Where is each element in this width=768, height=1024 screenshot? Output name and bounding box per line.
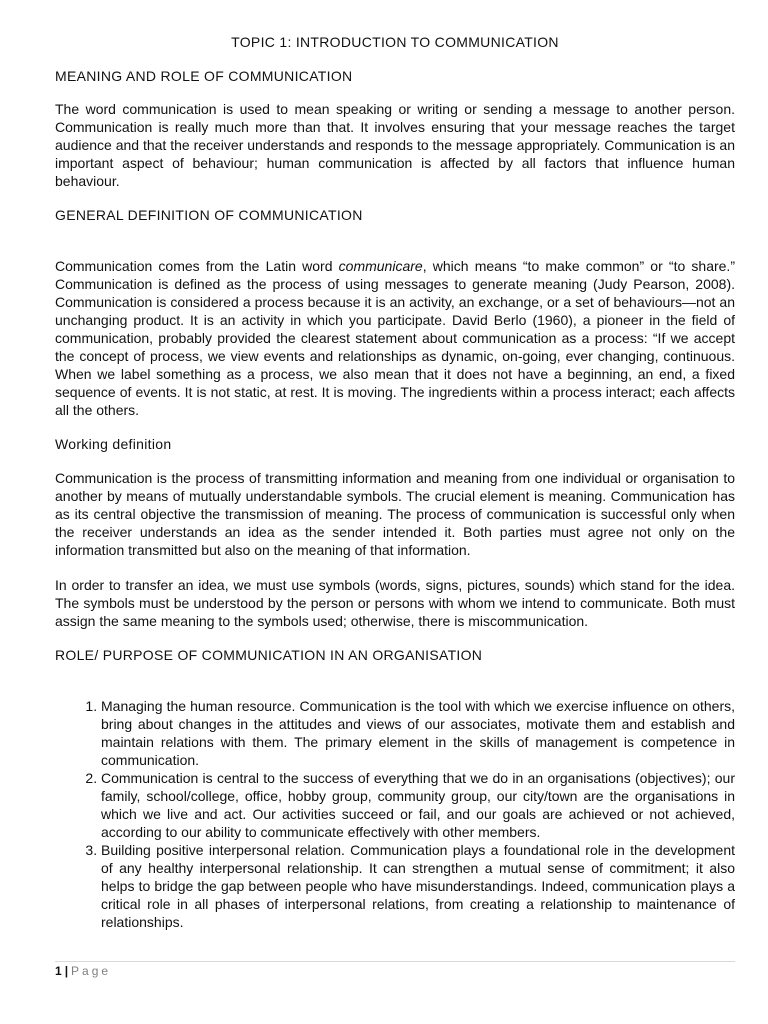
section-heading-meaning: MEANING AND ROLE OF COMMUNICATION	[55, 68, 353, 84]
page-footer	[55, 961, 735, 978]
page-label: Page	[71, 964, 112, 978]
latin-intro-text: Communication comes from the Latin word	[55, 258, 339, 274]
paragraph-general-definition	[55, 257, 735, 419]
role-purpose-list	[55, 697, 735, 931]
section-heading-role-purpose: ROLE/ PURPOSE OF COMMUNICATION IN AN ORGANISATION	[55, 647, 483, 663]
paragraph-working-definition-1: Communication is the process of transmitting information and meaning from one individual or organisation to another by means of mutually understandable symbols. The crucial element is meaning. Communication has as its central objective the transmission of meaning. The process of communication is successful only when the receiver understands an idea as the sender intended it. Both parties must agree not only on the information transmitted but also on the meaning of that information.	[55, 470, 735, 558]
paragraph-working-definition-2: In order to transfer an idea, we must use symbols (words, signs, pictures, sounds) which stand for the idea. The symbols must be understood by the person or persons with whom we intend to communicate. Both must assign the same meaning to the symbols used; otherwise, there is miscommunication.	[55, 577, 735, 629]
paragraph-meaning: The word communication is used to mean speaking or writing or sending a message to another person. Communication is really much more than that. It involves ensuring that your message reaches the target audience and that the receiver understands and responds to the message appropriately. Communication is an important aspect of behaviour; human communication is affected by all factors that influence human behaviour.	[55, 101, 735, 189]
latin-word: communicare	[338, 258, 423, 274]
document-title: TOPIC 1: INTRODUCTION TO COMMUNICATION	[231, 34, 559, 50]
page-separator: |	[64, 964, 69, 978]
list-item: 3. Building positive interpersonal relation. Communication plays a foundational role in the development of any healthy interpersonal relationship. It can strengthen a mutual sense of commitment; it also helps to bridge the gap between people who have misunderstandings. Indeed, communication plays a critical role in all phases of interpersonal relations, from creating a relationship to maintenance of relationships.	[101, 841, 735, 931]
document-page	[55, 30, 735, 931]
latin-rest-text: , which means “to make common” or “to share.” Communication is defined as the process of using messages to generate meaning (Judy Pearson, 2008). Communication is considered a process because it is an activity, an exchange, or a set of behaviours—not an unchanging product. It is an activity in which you participate. David Berlo (1960), a pioneer in the field of communication, probably provided the clearest statement about communication as a process: “If we accept the concept of process, we view events and relationships as dynamic, on-going, ever changing, continuous. When we label something as a process, we also mean that it does not have a beginning, an end, a fixed sequence of events. It is not static, at rest. It is moving. The ingredients within a process interact; each affects all the others.	[55, 258, 735, 418]
section-heading-general-definition: GENERAL DEFINITION OF COMMUNICATION	[55, 207, 363, 223]
list-item: 1. Managing the human resource. Communication is the tool with which we exercise influence on others, bring about changes in the attitudes and views of our associates, motivate them and establish and maintain relations with them. The primary element in the skills of management is competence in communication.	[101, 697, 735, 769]
list-item: 2. Communication is central to the success of everything that we do in an organisations (objectives); our family, school/college, office, hobby group, community group, our city/town are the organisations in which we live and act. Our activities succeed or fail, and our goals are achieved or not achieved, according to our ability to communicate effectively with other members.	[101, 769, 735, 841]
page-number: 1	[55, 964, 62, 978]
section-heading-working-definition: Working definition	[55, 436, 172, 452]
